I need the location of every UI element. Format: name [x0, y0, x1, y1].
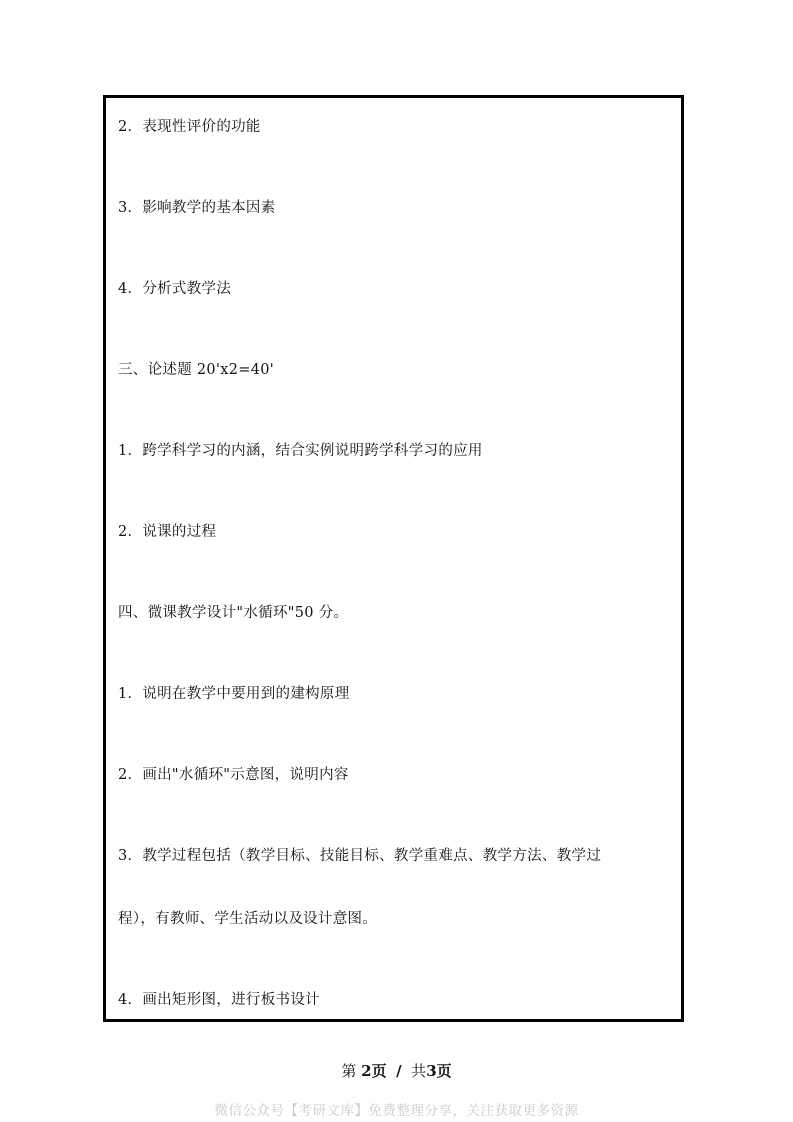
total-prefix: 共: [411, 1062, 427, 1080]
question-line-7: 2．画出"水循环"示意图，说明内容: [118, 767, 349, 783]
total-pages: 3页: [426, 1062, 452, 1080]
question-box: [103, 95, 684, 1022]
question-line-6: 1．说明在教学中要用到的建构原理: [118, 686, 350, 702]
section-heading-design: 四、微课教学设计"水循环"50 分。: [118, 605, 349, 621]
page-separator: /: [396, 1062, 402, 1080]
question-line-8-continued: 程），有教师、学生活动以及设计意图。: [118, 911, 378, 927]
page-prefix: 第: [341, 1062, 357, 1080]
question-line-4: 1．跨学科学习的内涵，结合实例说明跨学科学习的应用: [118, 443, 483, 459]
question-line-9: 4．画出矩形图，进行板书设计: [118, 992, 320, 1008]
current-page: 2页: [361, 1062, 387, 1080]
question-line-1: 2．表现性评价的功能: [118, 119, 261, 135]
page-number: [0, 1060, 793, 1082]
question-line-2: 3．影响教学的基本因素: [118, 200, 276, 216]
watermark-text: 微信公众号【考研文库】免费整理分享，关注获取更多资源: [214, 1103, 579, 1119]
question-line-3: 4．分析式教学法: [118, 281, 232, 297]
section-heading-essay: 三、论述题 20'x2=40': [118, 362, 275, 378]
question-line-5: 2．说课的过程: [118, 524, 217, 540]
question-line-8: 3．教学过程包括（教学目标、技能目标、教学重难点、教学方法、教学过: [118, 848, 602, 864]
